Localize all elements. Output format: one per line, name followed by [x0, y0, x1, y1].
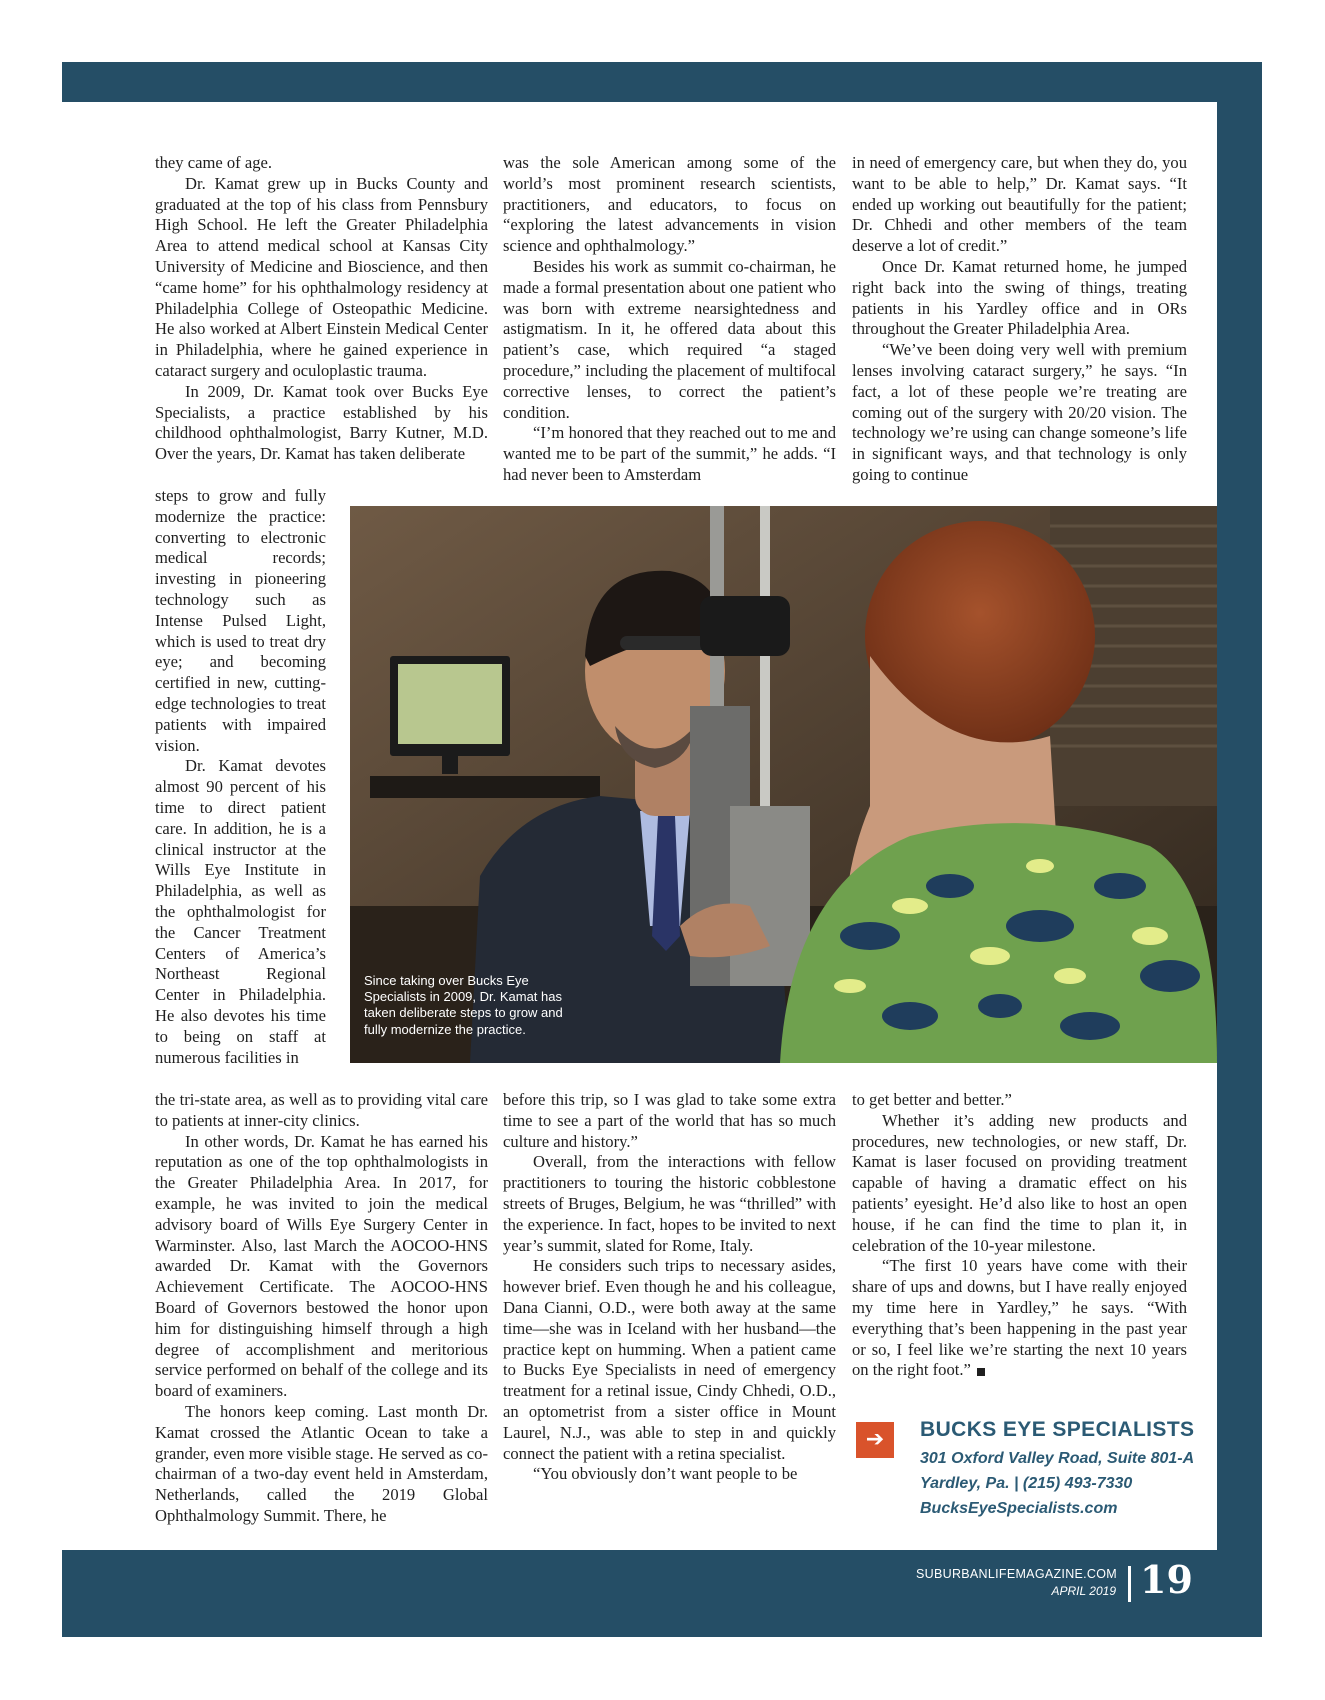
article-paragraph: to get better and better.”: [852, 1090, 1012, 1109]
business-name: BUCKS EYE SPECIALISTS: [920, 1418, 1195, 1441]
article-paragraph: Besides his work as summit co-chairman, he made a formal presentation about one patient who was born with extreme nearsightedness and astigmatism. In it, he offered data about this patient’s case, which required “a staged procedure,” including the placement of multifocal corrective lenses, to correct the patient’s condition.: [503, 256, 836, 422]
article-paragraph: He considers such trips to necessary asides, however brief. Even though he and his colleague, Dana Cianni, O.D., were both away at the same time—she was in Iceland with her husband—the practice kept on humming. When a patient came to Bucks Eye Specialists in need of emergency treatment for a retinal issue, Cindy Chhedi, O.D., an optometrist from a sister office in Mount Laurel, N.J., was able to step in and quickly connect the patient with a retina specialist.: [503, 1256, 836, 1463]
photo-caption: Since taking over Bucks Eye Specialists in 2009, Dr. Kamat has taken deliberate steps to grow and fully modernize the practice.: [364, 973, 563, 1037]
article-paragraph: The honors keep coming. Last month Dr. Kamat crossed the Atlantic Ocean to take a grander, even more visible stage. He served as co-chairman of a two-day event held in Amsterdam, Netherlands, called the 2019 Global Ophthalmology Summit. There, he: [155, 1401, 488, 1525]
article-paragraph: Dr. Kamat grew up in Bucks County and graduated at the top of his class from Pennsbury High School. He left the Greater Philadelphia Area to attend medical school at Kansas City University of Medicine and Bioscience, and then “came home” for his ophthalmology residency at Philadelphia College of Osteopathic Medicine. He also worked at Albert Einstein Medical Center in Philadelphia, where he gained experience in cataract surgery and oculoplastic trauma.: [155, 173, 488, 380]
article-paragraph: Dr. Kamat devotes almost 90 percent of his time to direct patient care. In addition, he is a clinical instructor at the Wills Eye Institute in Philadelphia, as well as the ophthalmologist for the Cancer Treatment Centers of America’s Northeast Regional Center in Philadelphia. He also devotes his time to being on staff at numerous facilities in: [155, 756, 326, 1067]
article-paragraph: “I’m honored that they reached out to me and wanted me to be part of the summit,” he adds. “I had never been to Amsterdam: [503, 423, 836, 484]
footer-issue-date: APRIL 2019: [1051, 1584, 1116, 1598]
article-paragraph: “We’ve been doing very well with premium lenses involving cataract surgery,” he says. “In fact, a lot of these people we’re treating are coming out of the surgery with 20/20 vision. The technology we’re using can change someone’s life in significant ways, and that technology is only going to continue: [852, 340, 1187, 484]
article-column-3-bottom: [852, 1090, 1187, 1381]
article-paragraph: In 2009, Dr. Kamat took over Bucks Eye Specialists, a practice established by his childhood ophthalmologist, Barry Kutner, M.D. Over the years, Dr. Kamat has taken deliberate: [155, 381, 488, 464]
article-paragraph: the tri-state area, as well as to providing vital care to patients at inner-city clinics.: [155, 1090, 488, 1130]
end-mark-icon: [977, 1368, 985, 1376]
article-paragraph: in need of emergency care, but when they do, you want to be able to help,” Dr. Kamat says. “It ended up working out beautifully for the patient; Dr. Chhedi and other members of the team deserve a lot of credit.”: [852, 153, 1187, 256]
article-paragraph: Once Dr. Kamat returned home, he jumped right back into the swing of things, treating patients in his Yardley office and in ORs throughout the Greater Philadelphia Area.: [852, 256, 1187, 339]
article-column-3-top: [852, 153, 1187, 486]
footer-divider: [1128, 1566, 1131, 1602]
page-number: 19: [1140, 1557, 1193, 1602]
article-column-1-top: [155, 153, 488, 465]
business-address: 301 Oxford Valley Road, Suite 801-A: [920, 1450, 1195, 1467]
article-column-1-bottom: [155, 1090, 488, 1527]
article-paragraph: Whether it’s adding new products and procedures, new technologies, or new staff, Dr. Kamat is laser focused on providing treatment capable of having a dramatic effect on his patients’ eyesight. He’d also like to host an open house, if he can find the time to plan it, in celebration of the 10-year milestone.: [852, 1110, 1187, 1255]
footer-website[interactable]: SUBURBANLIFEMAGAZINE.COM: [916, 1567, 1117, 1581]
business-website[interactable]: BucksEyeSpecialists.com: [920, 1500, 1118, 1517]
business-city-phone[interactable]: Yardley, Pa. | (215) 493-7330: [920, 1475, 1133, 1492]
article-column-2-bottom: [503, 1090, 836, 1485]
article-paragraph: they came of age.: [155, 153, 273, 172]
article-paragraph: In other words, Dr. Kamat he has earned his reputation as one of the top ophthalmologists in the Greater Philadelphia Area. In 2017, for example, he was invited to join the medical advisory board of Wills Eye Surgery Center in Warminster. Also, last March the AOCOO-HNS awarded Dr. Kamat with the Governors Achievement Certificate. The AOCOO-HNS Board of Governors bestowed the honor upon him for distinguishing himself through a high degree of accomplishment and meritorious service performed on behalf of the college and its board of examiners.: [155, 1131, 488, 1401]
contact-box: [856, 1418, 1216, 1518]
article-column-2-top: [503, 153, 836, 486]
article-paragraph: before this trip, so I was glad to take some extra time to see a part of the world that has so much culture and history.”: [503, 1090, 836, 1151]
article-paragraph: “You obviously don’t want people to be: [533, 1464, 798, 1484]
article-paragraph: steps to grow and fully modernize the practice: converting to electronic medical records; investing in pioneering technology such as Intense Pulsed Light, which is used to treat dry eye; and becoming certified in new, cutting-edge technologies to treat patients with impaired vision.: [155, 486, 326, 755]
article-paragraph: was the sole American among some of the world’s most prominent research scientists, practitioners, and educators, to focus on “exploring the latest advancements in vision science and ophthalmology.”: [503, 153, 836, 256]
article-paragraph: Overall, from the interactions with fellow practitioners to touring the historic cobblestone streets of Bruges, Belgium, he was “thrilled” with the experience. In fact, hopes to be invited to next year’s summit, slated for Rome, Italy.: [503, 1152, 836, 1255]
article-column-1-wrap: [155, 486, 326, 1068]
article-paragraph: “The first 10 years have come with their share of ups and downs, but I have really enjoyed my time here in Yardley,” he says. “With everything that’s been happening in the past year or so, I feel like we’re starting the next 10 years on the right foot.”: [852, 1256, 1187, 1380]
arrow-right-icon: ➔: [856, 1422, 894, 1458]
